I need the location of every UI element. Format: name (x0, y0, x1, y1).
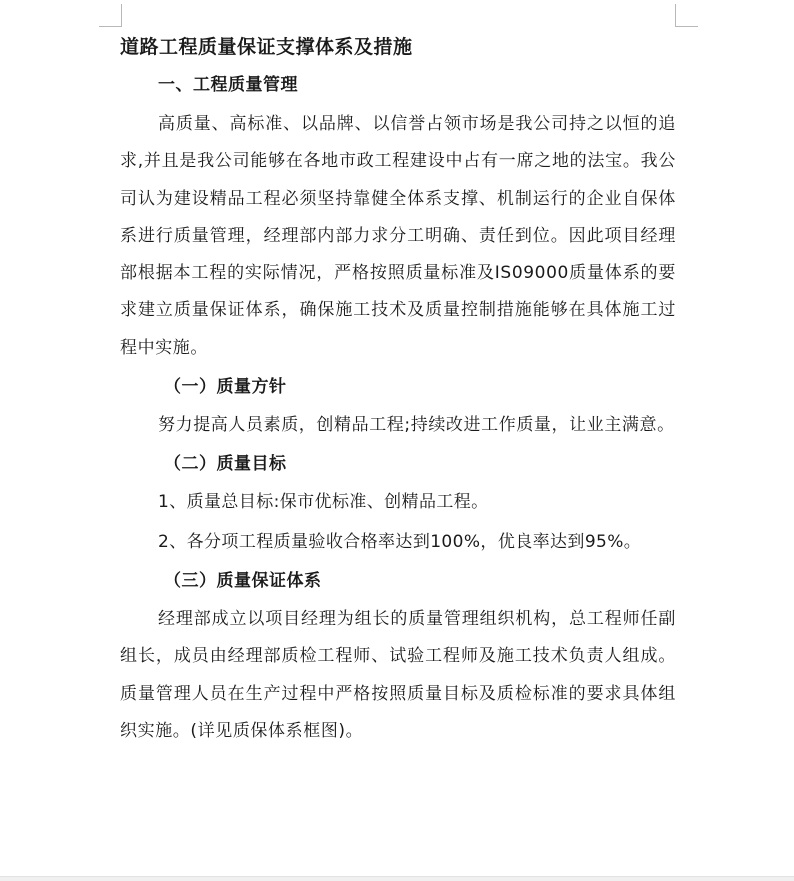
subsection-paragraph-quality-assurance-system: 经理部成立以项目经理为组长的质量管理组织机构，总工程师任副组长，成员由经理部质检工程师、试验工程师及施工技术负责人组成。质量管理人员在生产过程中严格按照质量目标及质检标准的要求具体组织实施。(详见质保体系框图)。 (120, 608, 676, 741)
section-paragraph-quality-management: 高质量、高标准、以品牌、以信誉占领市场是我公司持之以恒的追求,并且是我公司能够在各地市政工程建设中占有一席之地的法宝。我公司认为建设精品工程必须坚持靠健全体系支撑、机制运行的企业自保体系进行质量管理，经理部内部力求分工明确、责任到位。因此项目经理部根据本工程的实际情况，严格按照质量标准及IS09000质量体系的要求建立质量保证体系，确保施工技术及质量控制措施能够在具体施工过程中实施。 (120, 114, 676, 358)
subsection-heading-quality-policy: （一）质量方针 (164, 377, 287, 398)
crop-mark-top-left (99, 4, 122, 27)
document-title: 道路工程质量保证支撑体系及措施 (120, 36, 413, 58)
subsection-heading-quality-assurance-system: （三）质量保证体系 (164, 570, 322, 591)
subsection-paragraph-quality-policy: 努力提高人员素质，创精品工程;持续改进工作质量，让业主满意。 (158, 415, 675, 436)
list-item-goal-1: 1、质量总目标:保市优标准、创精品工程。 (158, 492, 489, 513)
crop-mark-top-right (675, 4, 698, 27)
section-heading-quality-management: 一、工程质量管理 (158, 75, 298, 95)
subsection-heading-quality-goals: （二）质量目标 (164, 454, 287, 475)
list-item-goal-2: 2、各分项工程质量验收合格率达到100%，优良率达到95%。 (158, 531, 642, 552)
page-bottom-edge (0, 876, 794, 881)
document-body (120, 30, 676, 752)
